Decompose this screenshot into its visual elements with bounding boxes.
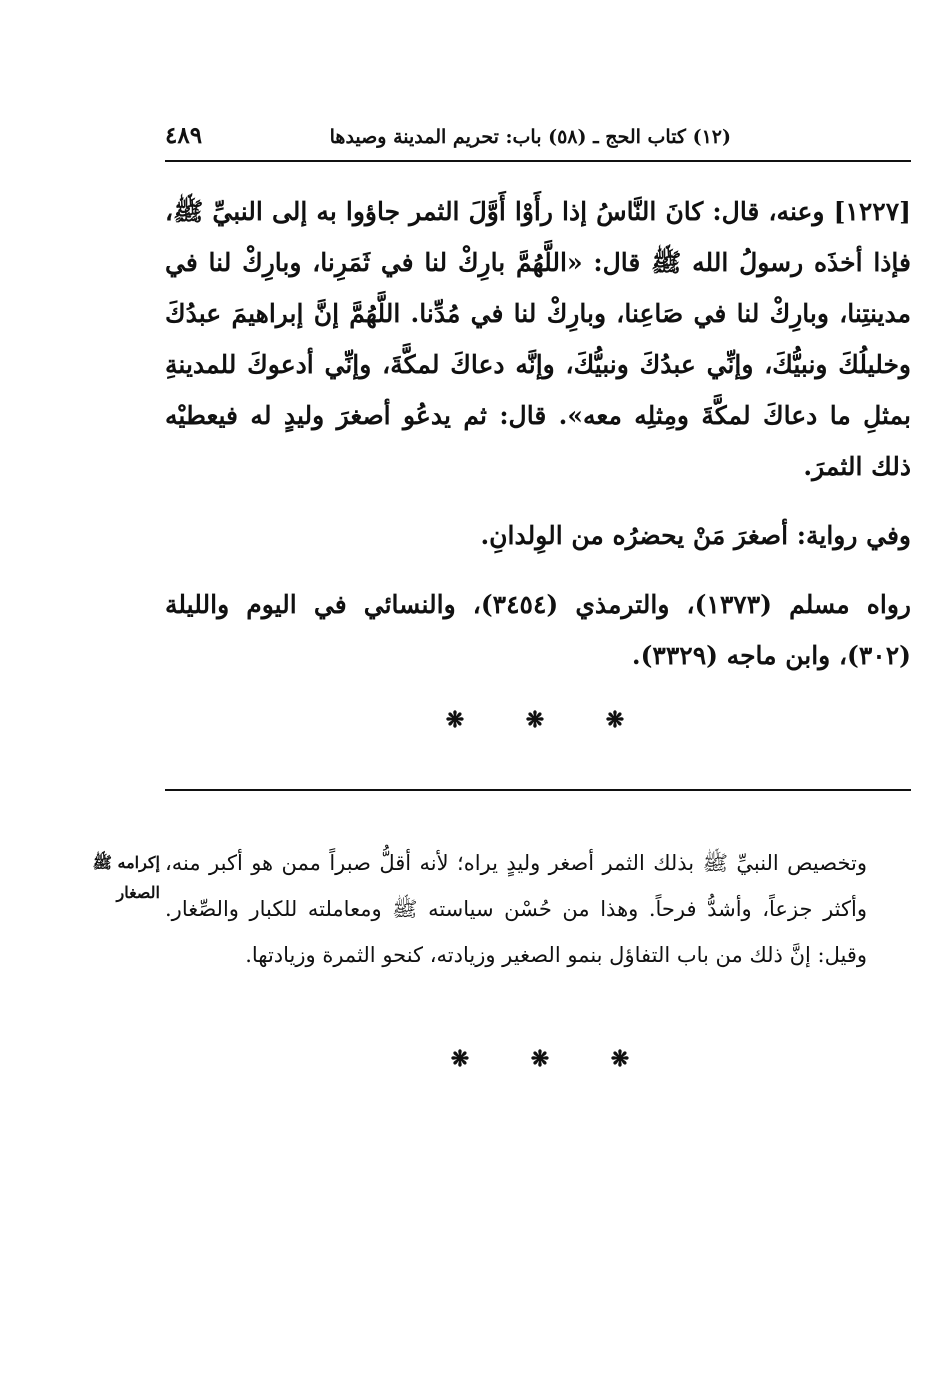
section-separator — [415, 707, 655, 733]
hadith-number: [١٢٢٧] — [833, 197, 911, 226]
star-ornament: ❋ — [530, 1046, 550, 1072]
star-ornament: ❋ — [605, 707, 625, 733]
hadith-text: وعنه، قال: كانَ النَّاسُ إذا رأَوْا أَوَّلَ الثمر جاؤوا به إلى النبيِّ ﷺ، فإذا أخذَه رسولُ الله ﷺ قال: «اللَّهُمَّ بارِكْ لنا في ثَمَرِنا، وبارِكْ لنا في مدينتِنا، وبارِكْ لنا في صَاعِنا، وبارِكْ لنا في مُدِّنا. اللَّهُمَّ إنَّ إبراهيمَ عبدُكَ وخليلُكَ ونبيُّكَ، وإنِّي عبدُكَ ونبيُّكَ، وإنَّه دعاكَ لمكَّةَ، وإنِّي أدعوكَ للمدينةِ بمثلِ ما دعاكَ لمكَّةَ ومِثلِه معه». قال: ثم يدعُو أصغرَ وليدٍ له فيعطيْه ذلك الثمرَ. — [165, 197, 911, 481]
commentary — [165, 840, 867, 978]
page-number: ٤٨٩ — [165, 122, 203, 149]
commentary-paragraph: وتخصيص النبيِّ ﷺ بذلك الثمر أصغر وليدٍ يراه؛ لأنه أقلُّ صبراً ممن هو أكبر منه، وأكثر جزعاً، وأشدُّ فرحاً. وهذا من حُسْن سياسته ﷺ ومعاملته للكبار والصِّغار. وقيل: إنَّ ذلك من باب التفاؤل بنمو الصغير وزيادته، كنحو الثمرة وزيادتها. — [165, 851, 867, 967]
star-ornament: ❋ — [525, 707, 545, 733]
star-ornament: ❋ — [445, 707, 465, 733]
header-rule — [165, 160, 911, 162]
margin-note: إكرامه ﷺ الصغار — [92, 853, 160, 902]
header-title: (١٢) كتاب الحج ـ (٥٨) باب: تحريم المدينة وصيدها — [329, 126, 731, 148]
source-citation: رواه مسلم (١٣٧٣)، والترمذي (٣٤٥٤)، والنسائي في اليوم والليلة (٣٠٢)، وابن ماجه (٣٣٢٩). — [165, 590, 911, 670]
main-body — [165, 186, 911, 681]
star-ornament: ❋ — [610, 1046, 630, 1072]
narration-variant: وفي رواية: أصغرَ مَنْ يحضرُه من الوِلدانِ. — [480, 521, 911, 550]
hadith-paragraph — [165, 186, 911, 492]
end-separator — [420, 1046, 660, 1072]
footnote-rule — [165, 789, 911, 791]
running-header — [165, 118, 911, 158]
star-ornament: ❋ — [450, 1046, 470, 1072]
